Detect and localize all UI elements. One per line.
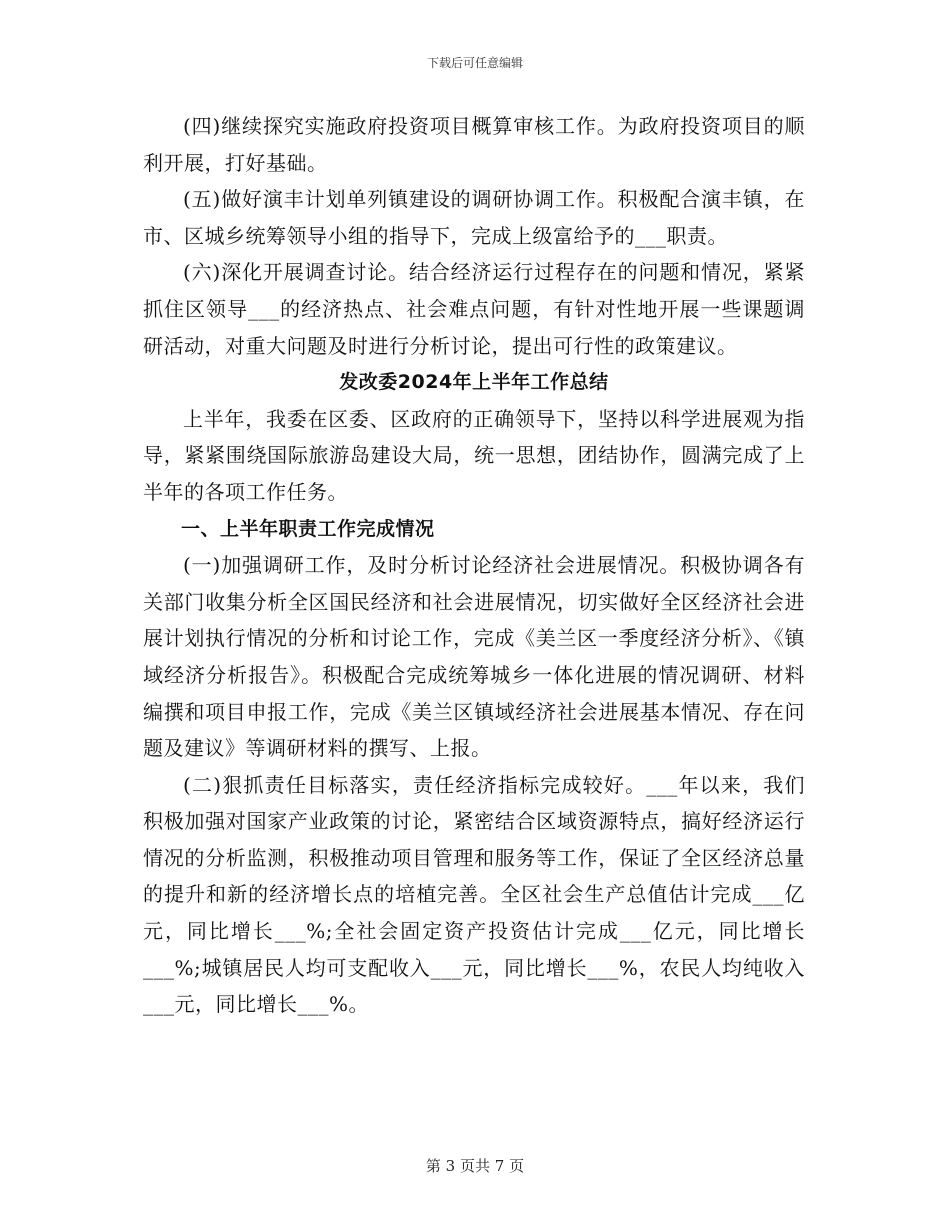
paragraph-item-2: (二)狠抓责任目标落实，责任经济指标完成较好。___年以来，我们积极加强对国家产业政策的讨论，紧密结合区域资源特点，搞好经济运行情况的分析监测，积极推动项目管理和服务等工作，保证了全区经济总量的提升和新的经济增长点的培植完善。全区社会生产总值估计完成___亿元，同比增长___%;全社会固定资产投资估计完成___亿元，同比增长___%;城镇居民人均可支配收入___元，同比增长___%，农民人均纯收入___元，同比增长___%。 (143, 772, 805, 1017)
paragraph-item-5: (五)做好演丰计划单列镇建设的调研协调工作。积极配合演丰镇，在市、区城乡统筹领导小组的指导下，完成上级富给予的___职责。 (143, 187, 805, 248)
document-body (143, 108, 805, 1023)
document-title: 发改委2024年上半年工作总结 (339, 371, 609, 394)
paragraph-item-1: (一)加强调研工作，及时分析讨论经济社会进展情况。积极协调各有关部门收集分析全区国民经济和社会进展情况，切实做好全区经济社会进展计划执行情况的分析和讨论工作，完成《美兰区一季度经济分析》、《镇域经济分析报告》。积极配合完成统筹城乡一体化进展的情况调研、材料编撰和项目申报工作，完成《美兰区镇域经济社会进展基本情况、存在问题及建议》等调研材料的撰写、上报。 (143, 553, 805, 761)
page-header: 下载后可任意编辑 (426, 56, 523, 70)
paragraph-item-6: (六)深化开展调查讨论。结合经济运行过程存在的问题和情况，紧紧抓住区领导___的经济热点、社会难点问题，有针对性地开展一些课题调研活动，对重大问题及时进行分析讨论，提出可行性的政策建议。 (143, 260, 805, 358)
intro-paragraph: 上半年，我委在区委、区政府的正确领导下，坚持以科学进展观为指导，紧紧围绕国际旅游岛建设大局，统一思想，团结协作，圆满完成了上半年的各项工作任务。 (143, 406, 805, 504)
paragraph-item-4: (四)继续探究实施政府投资项目概算审核工作。为政府投资项目的顺利开展，打好基础。 (143, 114, 805, 175)
page-number: 第 3 页共 7 页 (425, 1157, 525, 1175)
section-heading: 一、上半年职责工作完成情况 (181, 517, 435, 540)
